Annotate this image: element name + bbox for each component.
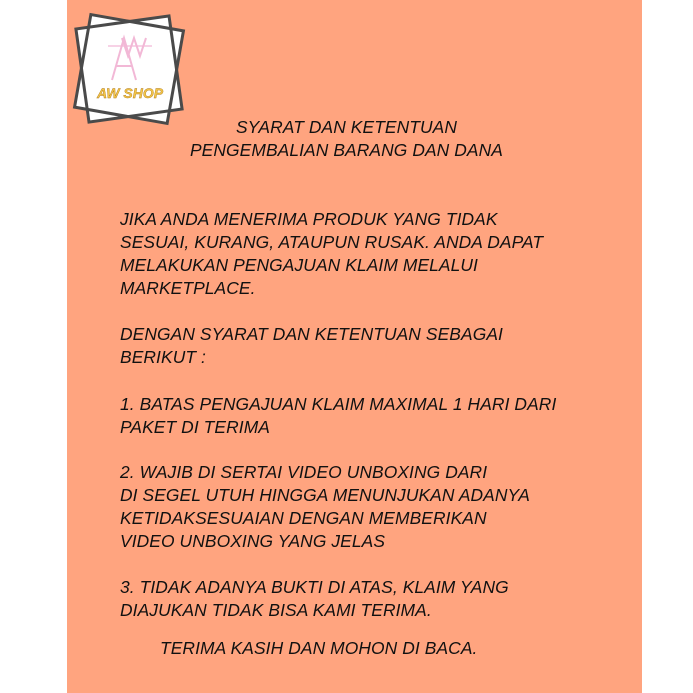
logo-frame-icon: [64, 6, 194, 126]
closing-text: [160, 637, 477, 660]
intro-line: SESUAI, KURANG, ATAUPUN RUSAK. ANDA DAPAT: [120, 232, 544, 252]
intro-line: MELAKUKAN PENGAJUAN KLAIM MELALUI: [120, 255, 478, 275]
intro-line: MARKETPLACE.: [120, 278, 256, 298]
rule-3-line: DIAJUKAN TIDAK BISA KAMI TERIMA.: [120, 600, 432, 620]
page-title: [0, 116, 693, 162]
conditions-intro-line: BERIKUT :: [120, 347, 206, 367]
conditions-intro-line: DENGAN SYARAT DAN KETENTUAN SEBAGAI: [120, 324, 503, 344]
intro-paragraph: [120, 208, 543, 300]
rule-1-paragraph: [120, 393, 556, 439]
closing-line: TERIMA KASIH DAN MOHON DI BACA.: [160, 638, 478, 658]
shop-logo: [64, 6, 194, 126]
rule-2-line: KETIDAKSESUAIAN DENGAN MEMBERIKAN: [120, 508, 487, 528]
rule-2-paragraph: [120, 461, 530, 553]
title-line-2: PENGEMBALIAN BARANG DAN DANA: [189, 140, 503, 160]
rule-3-paragraph: [120, 576, 509, 622]
intro-line: JIKA ANDA MENERIMA PRODUK YANG TIDAK: [120, 209, 498, 229]
rule-2-line: VIDEO UNBOXING YANG JELAS: [120, 531, 386, 551]
rule-2-line: 2. WAJIB DI SERTAI VIDEO UNBOXING DARI: [120, 462, 488, 482]
rule-1-line: 1. BATAS PENGAJUAN KLAIM MAXIMAL 1 HARI DARI: [120, 394, 557, 414]
brand-name-text: AW SHOP: [96, 85, 164, 101]
title-line-1: SYARAT DAN KETENTUAN: [235, 117, 458, 137]
rule-1-line: PAKET DI TERIMA: [120, 417, 270, 437]
rule-2-line: DI SEGEL UTUH HINGGA MENUNJUKAN ADANYA: [120, 485, 530, 505]
rule-3-line: 3. TIDAK ADANYA BUKTI DI ATAS, KLAIM YANG: [120, 577, 509, 597]
conditions-intro-paragraph: [120, 323, 503, 369]
